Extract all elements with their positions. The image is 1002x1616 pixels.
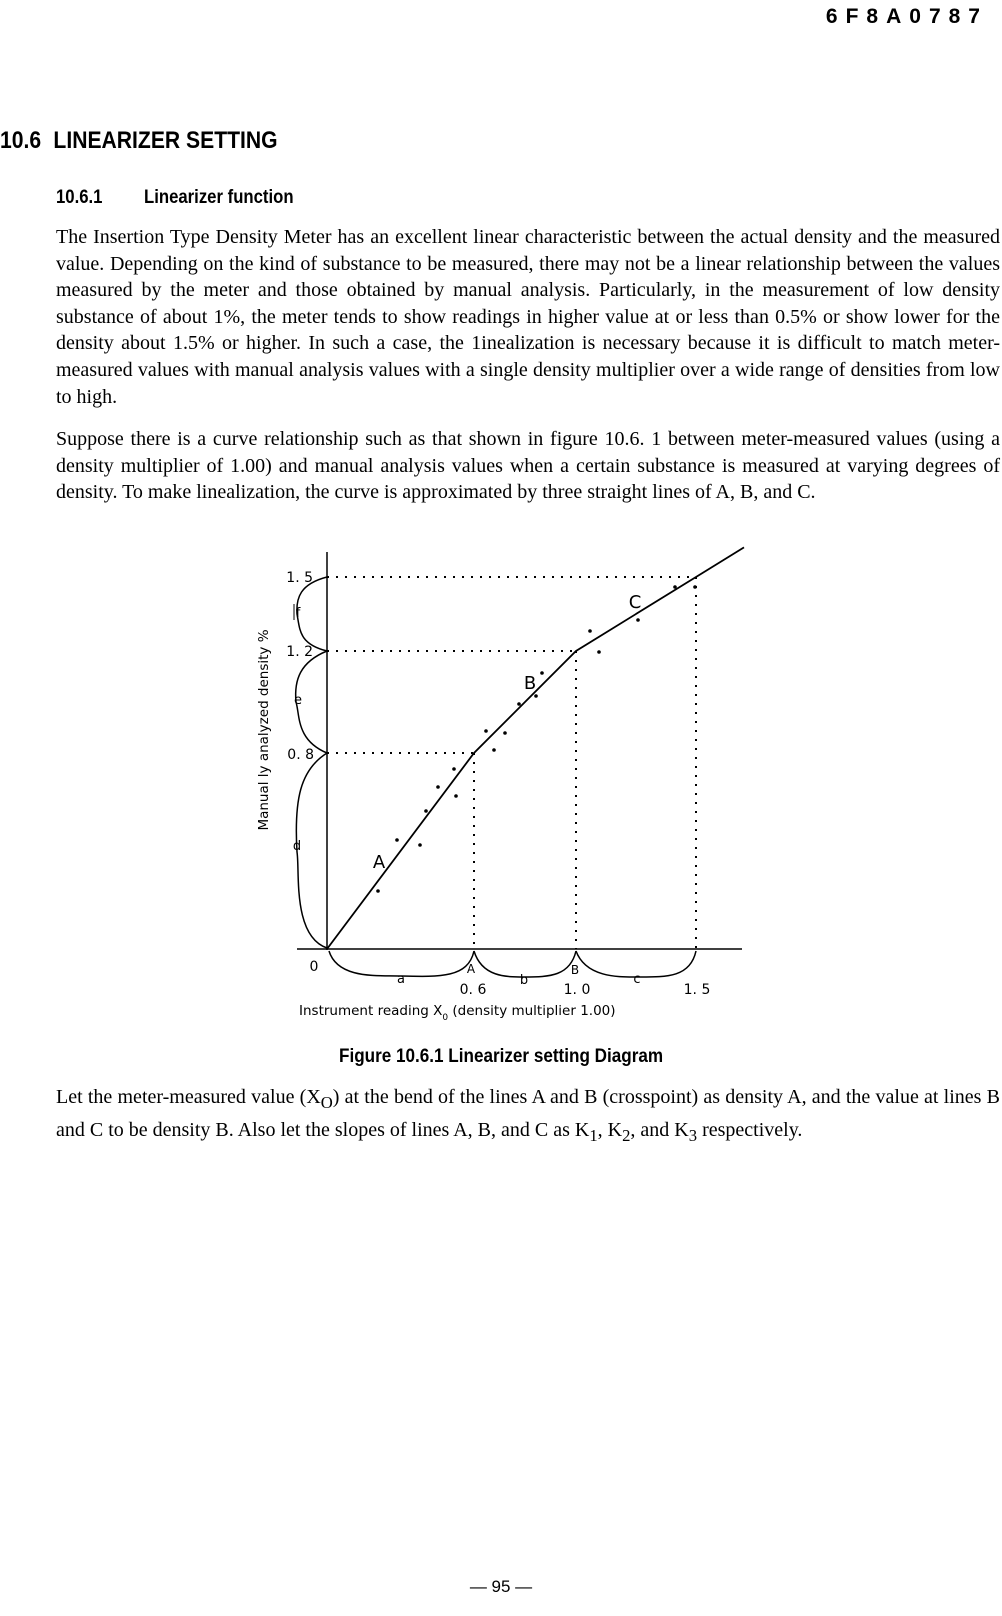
p3-sub: 2 [622,1125,631,1145]
subsection-title: Linearizer function [144,187,294,208]
x-axis-title-sub: 0 [442,1013,449,1023]
subsection-number: 10.6.1 [56,187,103,208]
data-point [503,731,507,735]
bracket-letter-c: c [633,972,641,987]
y-axis-title: Manual ly analyzed density % [256,629,272,831]
data-point [534,694,538,698]
p3-text: respectively. [697,1118,803,1141]
data-point [454,794,458,798]
x-point-label-a: A [466,962,476,976]
bracket-letter-e: e [294,693,302,708]
data-point [517,702,521,706]
paragraph-intro: The Insertion Type Density Meter has an excellent linear characteristic between the actual density and the measured value. Depending on the kind of substance to be measured, there may not be a linear relationship between the values measured by the meter and those obtained by manual analysis. Particularly, in the measurement of low density substance of about 1%, the meter tends to show readings in higher value at or less than 0.5% or show lower for the density about 1.5% or higher. In such a case, the 1inealization is necessary because it is difficult to match meter-measured values with manual analysis values with a single density multiplier over a wide range of densities from low to high. [56,226,1000,408]
y-tick-label: 0. 8 [287,747,314,763]
bracket-f [297,577,327,651]
p3-sub: 1 [589,1125,598,1145]
x-brackets [329,951,696,977]
data-point [418,843,422,847]
data-point [492,748,496,752]
segment-label-c: C [628,592,642,613]
data-point [376,889,380,893]
p3-text: Let the meter-measured value (X [56,1086,321,1108]
p3-text: , K [597,1118,623,1141]
bracket-letter-f: f [295,606,301,621]
data-point [484,729,488,733]
y-tick-label: 1. 5 [286,570,313,586]
section-number: 10.6 [0,127,42,154]
x-tick-label: 1. 0 [563,982,591,998]
x-axis-title-main: Instrument reading X [299,1003,443,1019]
p3-sub: O [320,1093,333,1112]
p3-text: , and K [630,1118,689,1141]
x-axis-title-tail: (density multiplier 1.00) [448,1003,616,1019]
paragraph-curve: Suppose there is a curve relationship such as that shown in figure 10.6. 1 between meter-measured values (using a density multiplier of 1.00) and manual analysis values when a certain substance is measured at varying degrees of density. To make linealization, the curve is approximated by three straight lines of A, B, and C. [56,428,1000,504]
x-tick-label: 1. 5 [683,982,711,998]
guide-lines [327,577,696,949]
p3-text: ) at the bend of the lines A and B (crosspoint) as density A, and the value at lines B and C to be density B. Also let the slopes of lines A, B, and C as K [56,1086,1001,1141]
data-point [693,585,697,589]
bracket-letter-d: d [292,839,302,854]
measurement-dots [376,585,697,893]
x-axis-title [299,1003,616,1023]
linearized-line [327,547,744,949]
origin-label: 0 [309,959,319,975]
p3-sub: 3 [688,1125,698,1145]
data-point [588,629,592,633]
data-point [424,809,428,813]
x-point-label-b: B [570,963,580,977]
document-id: 6F8A0787 [825,5,988,28]
data-point [395,838,399,842]
data-point [540,671,544,675]
data-point [673,585,677,589]
segment-label-b: B [523,673,537,694]
data-point [452,767,456,771]
x-tick-label: 0. 6 [459,982,487,998]
bracket-letter-b: b [519,973,529,988]
paragraph-definitions [56,1084,1000,1149]
bracket-letter-a: a [397,972,405,987]
segment-label-a: A [372,852,386,873]
y-tick-label: 1. 2 [286,644,313,660]
figure-caption [0,1046,1002,1068]
figure-caption-text: Figure 10.6.1 Linearizer setting Diagram [338,1046,664,1067]
page-number: — 95 — [469,1577,533,1596]
data-point [636,618,640,622]
data-point [436,785,440,789]
data-point [597,650,601,654]
section-title: LINEARIZER SETTING [53,127,278,154]
